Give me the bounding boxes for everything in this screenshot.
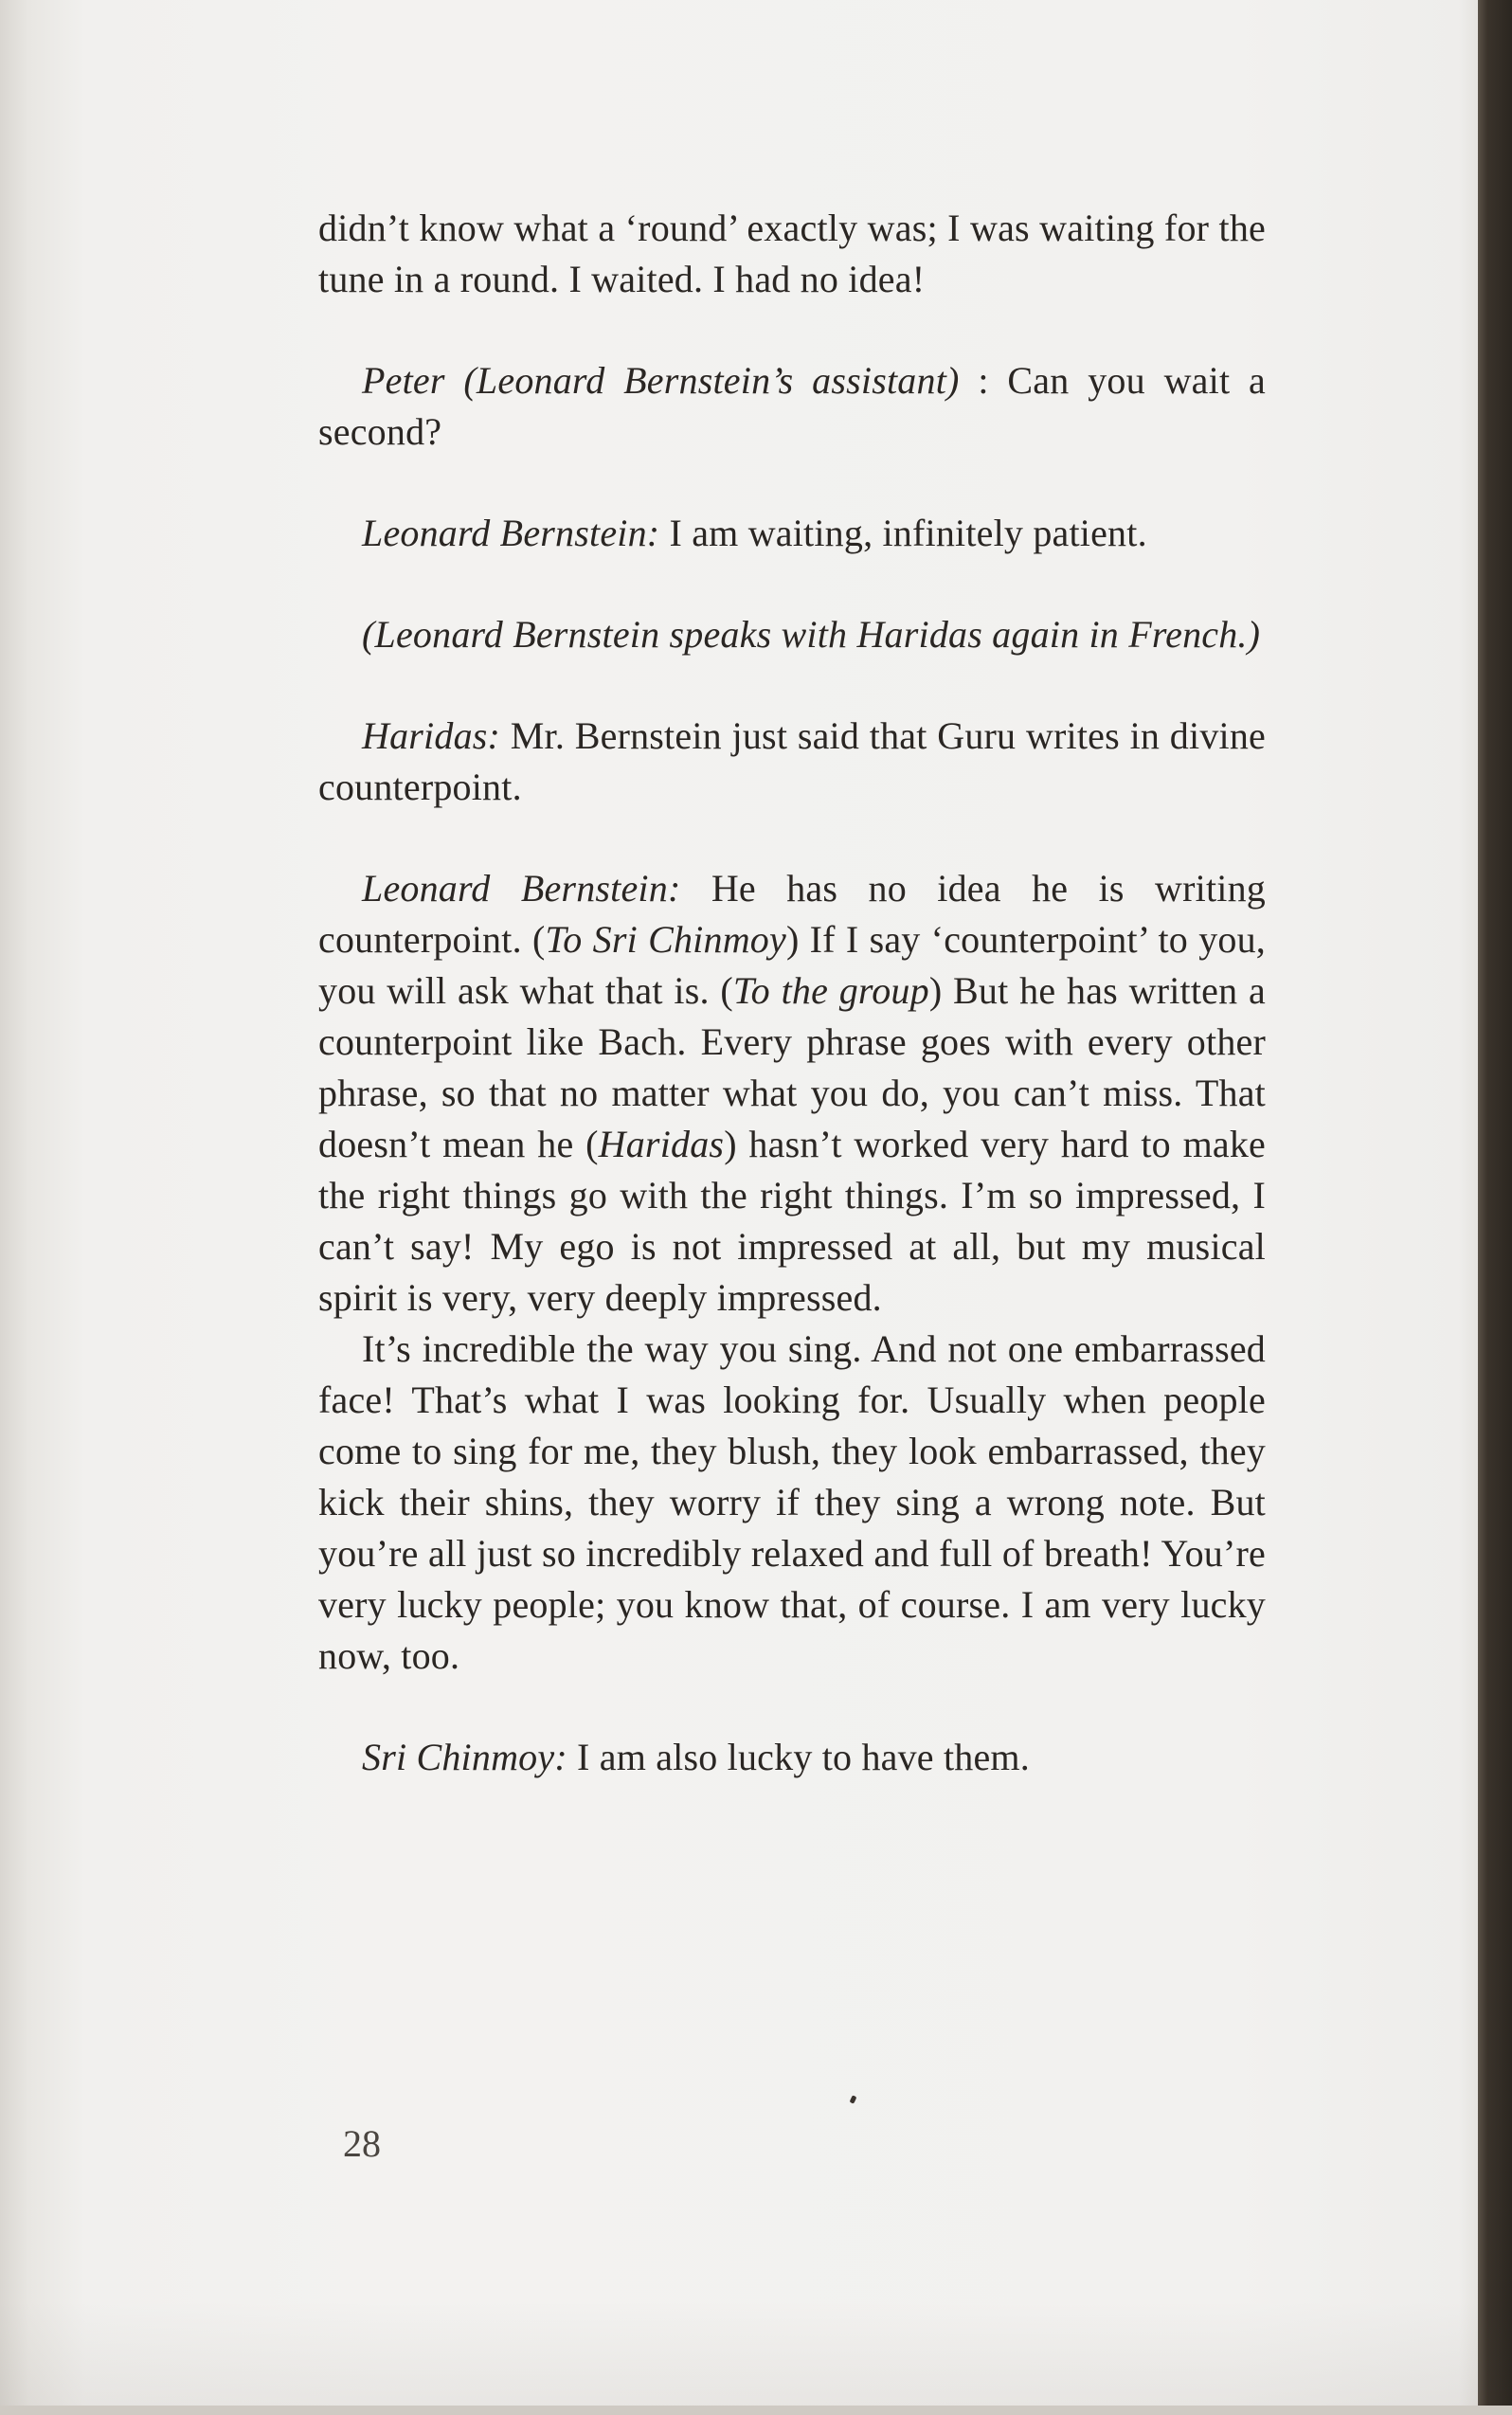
dialogue-text: : Can you wait a second? — [318, 359, 1266, 453]
dialogue-text: ) If I say ‘counterpoint’ to you, you will ask what that is. ( — [318, 918, 1266, 1012]
paragraph-3 — [318, 508, 1266, 559]
stage-aside: To the group — [732, 969, 929, 1012]
stage-direction-text: (Leonard Bernstein speaks with Haridas again in French.) — [362, 613, 1261, 656]
paragraph-2 — [318, 355, 1266, 458]
paragraph-7 — [318, 1324, 1266, 1682]
dialogue-text: I am waiting, infinitely patient. — [659, 512, 1147, 554]
paragraph-5 — [318, 711, 1266, 813]
speaker-name: Leonard Bernstein: — [362, 512, 660, 554]
page-bottom-edge — [0, 2406, 1512, 2415]
speaker-name: Leonard Bernstein: — [362, 867, 681, 910]
dialogue-text: He has no idea he is writing counterpoint. ( — [318, 867, 1266, 961]
speaker-name: Peter (Leonard Bernstein’s assistant) — [362, 359, 960, 402]
speaker-name: Sri Chinmoy: — [362, 1736, 567, 1778]
dialogue-text: I am also lucky to have them. — [567, 1736, 1030, 1778]
paragraph-1 — [318, 203, 1266, 305]
paragraph-8 — [318, 1732, 1266, 1783]
dialogue-text: Mr. Bernstein just said that Guru writes in divine counterpoint. — [318, 714, 1266, 808]
dialogue-text: ) But he has written a counterpoint like Bach. Every phrase goes with every other phrase, so that no matter what you do, you can’t miss. That doesn’t mean he ( — [318, 969, 1266, 1165]
book-spine-edge — [1478, 0, 1512, 2415]
page-text — [318, 203, 1266, 1783]
stage-direction — [318, 609, 1266, 660]
stage-aside: Haridas — [598, 1123, 725, 1165]
page-number: 28 — [343, 2122, 381, 2165]
paragraph-text: didn’t know what a ‘round’ exactly was; I was waiting for the tune in a round. I waited. I had no idea! — [318, 207, 1266, 300]
stage-aside: To Sri Chinmoy — [545, 918, 786, 961]
speaker-name: Haridas: — [362, 714, 501, 757]
paragraph-text: It’s incredible the way you sing. And not one embarrassed face! That’s what I was looking for. Usually when people come to sing for me, they blush, they look embarrassed, they kick their shins, they worry if they sing a wrong note. But you’re all just so incredibly relaxed and full of breath! You’re very lucky people; you know that, of course. I am very lucky now, too. — [318, 1327, 1266, 1677]
dialogue-text: ) hasn’t worked very hard to make the right things go with the right things. I’m so impressed, I can’t say! My ego is not impressed at all, but my musical spirit is very, very deeply impressed. — [318, 1123, 1266, 1319]
paragraph-6 — [318, 863, 1266, 1324]
